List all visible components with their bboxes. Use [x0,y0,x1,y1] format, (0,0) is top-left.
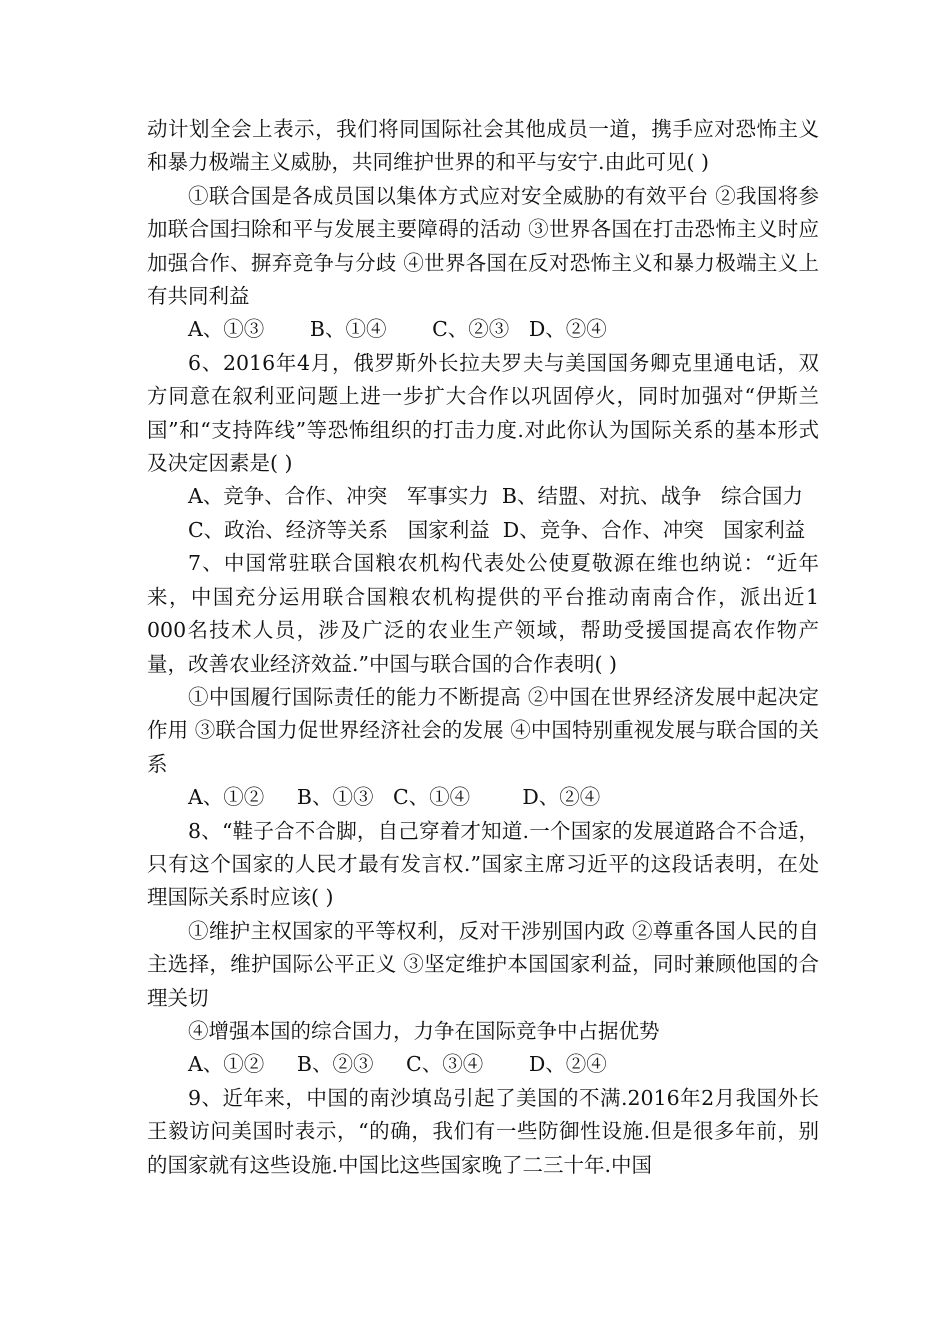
q5-options: A、①③ B、①④ C、②③ D、②④ [188,317,607,342]
q6-stem: 6、2016年4月，俄罗斯外长拉夫罗夫与美国国务卿克里通电话，双方同意在叙利亚问题上进一步扩大合作以巩固停火，同时加强对“伊斯兰国”和“支持阵线”等恐怖组织的打击力度.对此你认为国际关系的基本形式及决定因素是( ) [147,350,819,476]
q8-stem: 8、“鞋子合不合脚，自己穿着才知道.一个国家的发展道路合不合适，只有这个国家的人民才最有发言权.”国家主席习近平的这段话表明，在处理国际关系时应该( ) [147,818,819,910]
q7-items: ①中国履行国际责任的能力不断提高 ②中国在世界经济发展中起决定作用 ③联合国力促世界经济社会的发展 ④中国特别重视发展与联合国的关系 [147,684,819,776]
q7-stem: 7、中国常驻联合国粮农机构代表处公使夏敬源在维也纳说：“近年来，中国充分运用联合国粮农机构提供的平台推动南南合作，派出近1 000名技术人员，涉及广泛的农业生产领域，帮助受援国提高农作物产量，改善农业经济效益.”中国与联合国的合作表明( ) [147,551,819,676]
q7-options: A、①② B、①③ C、①④ D、②④ [188,785,601,810]
document-page [147,113,819,1182]
q9-stem: 9、近年来，中国的南沙填岛引起了美国的不满.2016年2月我国外长王毅访问美国时表示，“的确，我们有一些防御性设施.但是很多年前，别的国家就有这些设施.中国比这些国家晚了二三十年.中国 [147,1085,819,1177]
q5-items: ①联合国是各成员国以集体方式应对安全威胁的有效平台 ②我国将参加联合国扫除和平与发展主要障碍的活动 ③世界各国在打击恐怖主义时应加强合作、摒弃竞争与分歧 ④世界各国在反对恐怖主义和暴力极端主义上有共同利益 [147,183,819,309]
q8-item4: ④增强本国的综合国力，力争在国际竞争中占据优势 [188,1018,660,1043]
q8-options: A、①② B、②③ C、③④ D、②④ [188,1052,607,1077]
q8-items: ①维护主权国家的平等权利，反对干涉别国内政 ②尊重各国人民的自主选择，维护国际公平正义 ③坚定维护本国国家利益，同时兼顾他国的合理关切 [147,918,819,1010]
q6-options-line2: C、政治、经济等关系 国家利益 D、竞争、合作、冲突 国家利益 [188,517,806,542]
q6-options-line1: A、竞争、合作、冲突 军事实力 B、结盟、对抗、战争 综合国力 [188,484,803,509]
q5-stem-continued: 动计划全会上表示，我们将同国际社会其他成员一道，携手应对恐怖主义和暴力极端主义威胁，共同维护世界的和平与安宁.由此可见( ) [147,117,819,175]
